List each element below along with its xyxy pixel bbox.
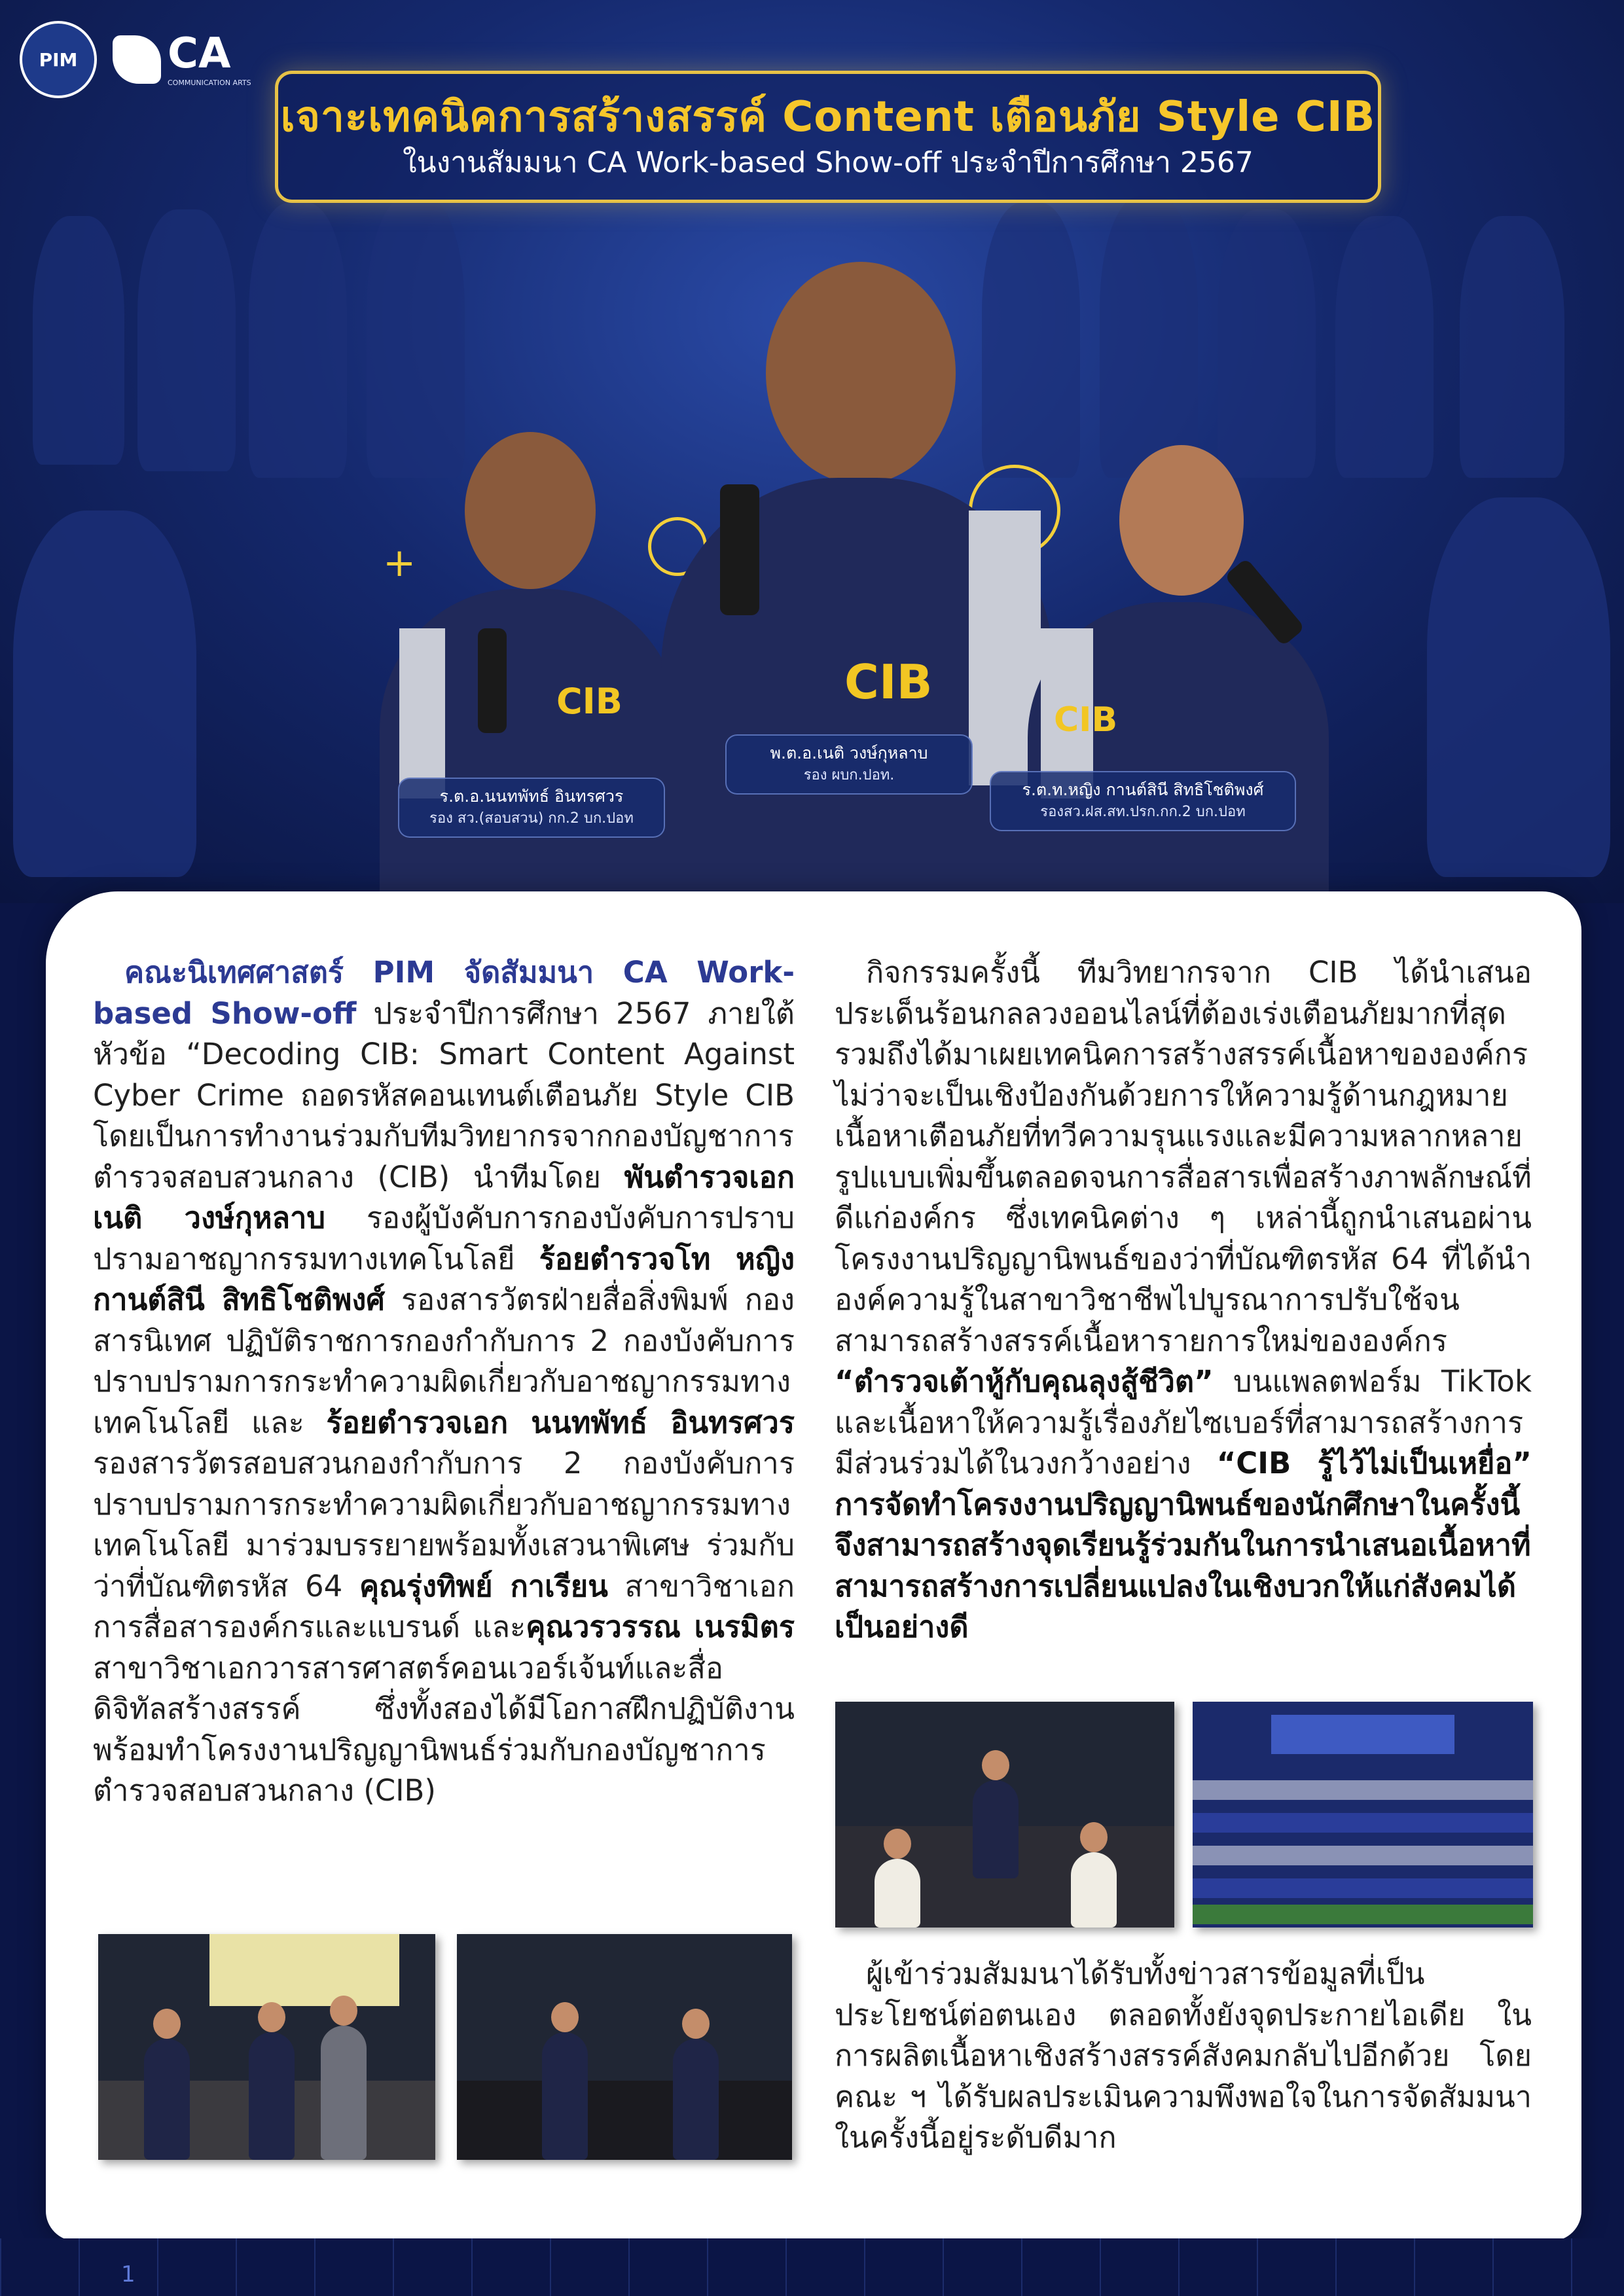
background-crowd	[1427, 497, 1610, 877]
caption-name: ร.ต.ท.หญิง กานต์สินี สิทธิโชติพงศ์	[1022, 780, 1264, 799]
text-run: สาขาวิชาเอกวารสารศาสตร์คอนเวอร์เจ้นท์และสื่อดิจิทัลสร้างสรรค์ ซึ่งทั้งสองได้มีโอกาสฝึกปฏิบัติงานพร้อมทำโครงงานปริญญานิพนธ์ร่วมกับกองบัญชาการตำรวจสอบสวนกลาง (CIB)	[93, 1650, 795, 1808]
text-run: ประจำปีการศึกษา 2567 ภายใต้หัวข้อ “Decoding CIB: Smart Content Against Cyber Crime ถอดรหัสคอนเทนต์เตือนภัย Style CIB โดยเป็นการทำงานร่วมกับทีมวิทยากรจากกองบัญชาการตำรวจสอบสวนกลาง (CIB) นำทีมโดย	[93, 996, 795, 1194]
shirt-logo: CIB	[556, 681, 623, 722]
intro-paragraph	[93, 952, 795, 1812]
speaker-name-bold: ร้อยตำรวจโท หญิง กานต์สินี สิทธิโชติพงศ์	[93, 1241, 795, 1317]
speaker-right	[1015, 445, 1355, 903]
activity-paragraph	[835, 952, 1532, 1648]
title-box	[275, 71, 1381, 203]
ca-logo-text: CA	[168, 29, 231, 78]
caption-role: รอง ผบก.ปอท.	[803, 767, 895, 783]
page-title: เจาะเทคนิคการสร้างสรรค์ Content เตือนภัย Style CIB	[280, 93, 1376, 141]
brand-logos	[20, 21, 266, 98]
background-crowd	[1218, 209, 1316, 478]
intro-lead: คณะนิเทศศาสตร์ PIM จัดสัมมนา CA Work-based Show-off	[93, 955, 795, 1031]
left-column-text	[93, 952, 795, 1812]
footer-grid	[0, 2238, 1624, 2296]
photo-audience-speaker	[835, 1702, 1174, 1928]
shirt-logo: CIB	[1054, 700, 1118, 740]
background-crowd	[1335, 216, 1434, 478]
caption-speaker-left	[398, 778, 665, 838]
text-run: รองสารวัตรฝ่ายสื่อสิ่งพิมพ์ กองสารนิเทศ ปฏิบัติราชการกองกำกับการ 2 กองบังคับการปราบปรามการกระทำความผิดเกี่ยวกับอาชญากรรมทางเทคโนโลยี และ	[93, 1282, 795, 1440]
shirt-logo: CIB	[844, 655, 933, 709]
caption-speaker-center	[725, 734, 973, 795]
background-crowd	[249, 203, 347, 478]
background-crowd	[137, 209, 236, 471]
speaker-name-bold: ร้อยตำรวจเอก นนทพัทธ์ อินทรศวร	[326, 1405, 795, 1440]
student-name-bold: คุณวรวรรณ เนรมิตร	[526, 1609, 795, 1644]
pim-logo: PIM	[20, 21, 97, 98]
conclusion-bold: “CIB รู้ไว้ไม่เป็นเหยื่อ” การจัดทำโครงงานปริญญานิพนธ์ของนักศึกษาในครั้งนี้จึงสามารถสร้างจุดเรียนรู้ร่วมกันในการนำเสนอเนื้อหาที่สามารถสร้างการเปลี่ยนแปลงในเชิงบวกให้แก่สังคมได้เป็นอย่างดี	[835, 1446, 1532, 1644]
photo-stage-two	[457, 1934, 792, 2160]
background-crowd	[33, 216, 124, 465]
ca-logo-subtext: COMMUNICATION ARTS	[168, 78, 251, 87]
decor-plus-icon: +	[383, 540, 416, 586]
caption-name: ร.ต.อ.นนทพัทธ์ อินทรศวร	[439, 787, 624, 806]
right-column-text	[835, 952, 1532, 1648]
background-crowd	[1100, 196, 1198, 478]
speaker-name-bold: พันตำรวจเอก เนติ วงษ์กุหลาบ	[93, 1159, 795, 1235]
ca-logo	[113, 29, 266, 87]
caption-role: รอง สว.(สอบสวน) กก.2 บก.ปอท	[429, 810, 634, 827]
program-name-bold: “ตำรวจเต้าหู้กับคุณลุงสู้ชีวิต”	[835, 1364, 1214, 1399]
text-run: รองผู้บังคับการกองบังคับการปราบปรามอาชญากรรมทางเทคโนโลยี	[93, 1200, 795, 1276]
text-run: รองสารวัตรสอบสวนกองกำกับการ 2 กองบังคับการปราบปรามการกระทำความผิดเกี่ยวกับอาชญากรรมทางเทคโนโลยี มาร่วมบรรยายพร้อมทั้งเสวนาพิเศษ ร่วมกับว่าที่บัณฑิตรหัส 64	[93, 1446, 795, 1604]
text-run: สาขาวิชาเอกการสื่อสารองค์กรและแบรนด์ และ	[93, 1568, 795, 1644]
ca-mark-icon	[113, 35, 161, 84]
closing-paragraph: ผู้เข้าร่วมสัมมนาได้รับทั้งข่าวสารข้อมูลที่เป็นประโยชน์ต่อตนเอง ตลอดทั้งยังจุดประกายไอเดีย ในการผลิตเนื้อหาเชิงสร้างสรรค์สังคมกลับไปอีกด้วย โดยคณะ ฯ ได้รับผลประเมินความพึงพอใจในการจัดสัมมนา ในครั้งนี้อยู่ระดับดีมาก	[835, 1956, 1532, 2155]
caption-speaker-right	[990, 771, 1296, 831]
text-run: กิจกรรมครั้งนี้ ทีมวิทยากรจาก CIB ได้นำเสนอประเด็นร้อนกลลวงออนไลน์ที่ต้องเร่งเตือนภัยมากที่สุด รวมถึงได้มาเผยเทคนิคการสร้างสรรค์เนื้อหาขององค์กร ไม่ว่าจะเป็นเชิงป้องกันด้วยการให้ความรู้ด้านกฎหมาย เนื้อหาเตือนภัยที่ทวีความรุนแรงและมีความหลากหลายรูปแบบเพิ่มขึ้นตลอดจนการสื่อสารเพื่อสร้างภาพลักษณ์ที่ดีแก่องค์กร ซึ่งเทคนิคต่าง ๆ เหล่านี้ถูกนำเสนอผ่านโครงงานปริญญานิพนธ์ของว่าที่บัณฑิตรหัส 64 ที่ได้นำองค์ความรู้ในสาขาวิชาชีพไปบูรณาการปรับใช้จนสามารถสร้างสรรค์เนื้อหารายการใหม่ขององค์กร	[835, 955, 1532, 1358]
background-crowd	[13, 511, 196, 877]
background-crowd	[1460, 216, 1564, 478]
caption-role: รองสว.ฝส.สท.ปรก.กก.2 บก.ปอท	[1040, 804, 1246, 820]
student-name-bold: คุณรุ่งทิพย์ กาเรียน	[359, 1568, 608, 1604]
photo-stage-three	[98, 1934, 435, 2160]
page-number: 1	[121, 2261, 135, 2287]
closing-text	[835, 1954, 1532, 2159]
caption-name: พ.ต.อ.เนติ วงษ์กุหลาบ	[770, 744, 928, 762]
text-run: บนแพลตฟอร์ม TikTok และเนื้อหาให้ความรู้เรื่องภัยไซเบอร์ที่สามารถสร้างการมีส่วนร่วมได้ในวงกว้างอย่าง	[835, 1364, 1532, 1480]
photo-group-audience	[1193, 1702, 1533, 1928]
page-subtitle: ในงานสัมมนา CA Work-based Show-off ประจำปีการศึกษา 2567	[403, 146, 1254, 179]
